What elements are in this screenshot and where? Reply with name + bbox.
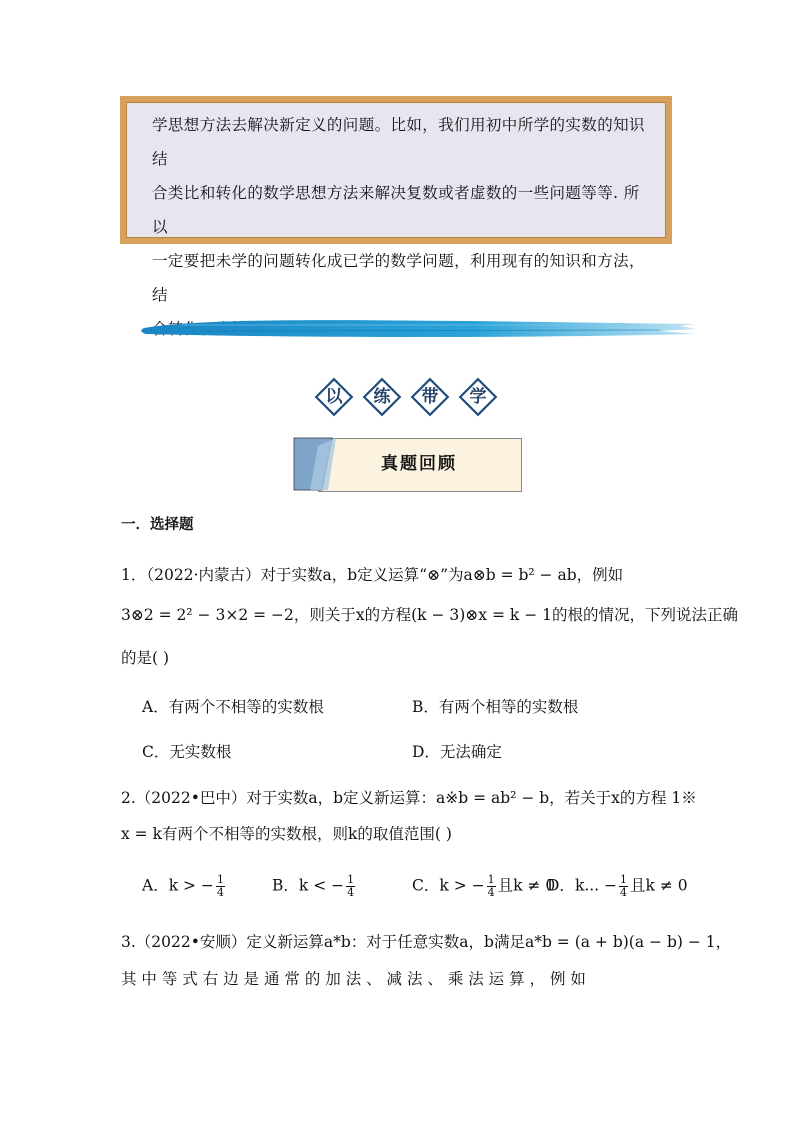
intro-line-3: 一定要把未学的问题转化成已学的数学问题，利用现有的知识和方法，结 xyxy=(152,252,645,304)
q2-line-1: 2.（2022•巴中）对于实数a，b定义新运算：a※b = ab² − b，若关于x的方程 1※ xyxy=(121,789,697,807)
q1-stem-start: 1．（2022·内蒙古）对于实数 xyxy=(121,566,323,584)
q2-line-2: x = k有两个不相等的实数根，则k的取值范围( ) xyxy=(121,825,452,843)
intro-line-2: 合类比和转化的数学思想方法来解决复数或者虚数的一些问题等等. 所以 xyxy=(152,184,640,236)
q1-option-d: D．无法确定 xyxy=(412,743,502,761)
q1-stem-definition: a，b定义运算“⊗”为a⊗b = b² − ab，例如 xyxy=(322,566,624,584)
brush-stroke-divider xyxy=(140,316,696,340)
badge-xue: 学 xyxy=(459,378,497,416)
section-banner xyxy=(292,436,522,492)
q2-option-c: C．k > − $\frac{1}{4}$ 且k ≠ 0 xyxy=(412,873,556,899)
intro-line-1: 学思想方法去解决新定义的问题。比如，我们用初中所学的实数的知识结 xyxy=(152,116,645,168)
q3-line-2: 其 中 等 式 右 边 是 通 常 的 加 法 、 减 法 、 乘 法 运 算 ， 例 如 xyxy=(121,970,586,988)
q1-option-c: C．无实数根 xyxy=(142,743,232,761)
q3-line-1: 3.（2022•安顺）定义新运算a*b：对于任意实数a，b满足a*b = (a + b)(a − b) − 1， xyxy=(121,933,732,951)
intro-text xyxy=(152,108,652,346)
q1-option-a: A．有两个不相等的实数根 xyxy=(142,698,324,716)
badge-yi: 以 xyxy=(315,378,353,416)
q1-option-b: B．有两个相等的实数根 xyxy=(412,698,579,716)
q1-line-3: 的是( ) xyxy=(121,649,170,667)
q2-option-d: D．k... − $\frac{1}{4}$ 且k ≠ 0 xyxy=(547,873,688,899)
q1-line-2: 3⊗2 = 2² − 3×2 = −2，则关于x的方程(k − 3)⊗x = k − 1的根的情况，下列说法正确 xyxy=(121,606,738,624)
section-heading: 一．选择题 xyxy=(121,517,194,533)
banner-title: 真题回顾 xyxy=(381,454,457,474)
badge-dai: 带 xyxy=(411,378,449,416)
intro-text-box xyxy=(120,96,672,304)
q2-option-b: B．k < − $\frac{1}{4}$ xyxy=(272,873,355,899)
badge-lian: 练 xyxy=(363,378,401,416)
q1-line-1 xyxy=(121,565,623,585)
q2-option-a: A．k > − $\frac{1}{4}$ xyxy=(142,873,224,899)
